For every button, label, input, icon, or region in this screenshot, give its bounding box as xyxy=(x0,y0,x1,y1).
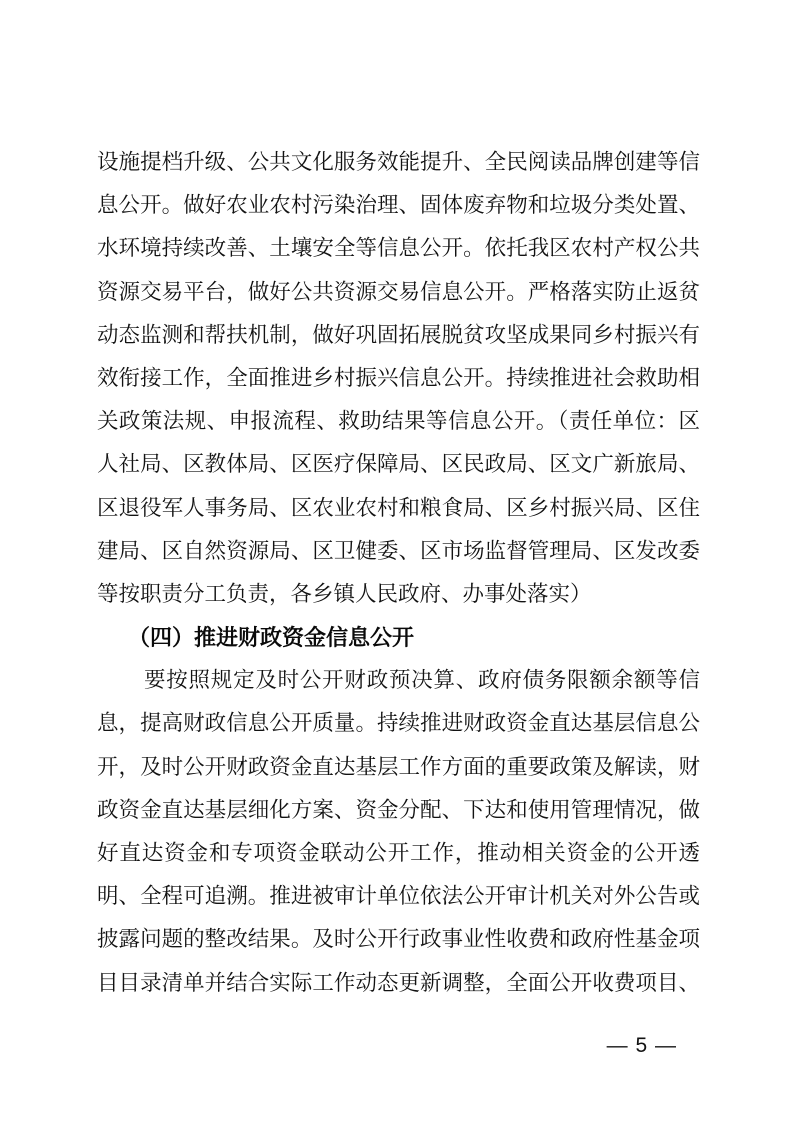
document-body xyxy=(97,141,700,1005)
text-line: 关政策法规、申报流程、救助结果等信息公开。（责任单位：区 xyxy=(97,409,700,434)
text-line: 建局、区自然资源局、区卫健委、区市场监督管理局、区发改委 xyxy=(97,538,700,563)
text-line: 区退役军人事务局、区农业农村和粮食局、区乡村振兴局、区住 xyxy=(97,495,700,520)
text-line: 人社局、区教体局、区医疗保障局、区民政局、区文广新旅局、 xyxy=(97,452,700,477)
section-heading-finance: （四）推进财政资金信息公开 xyxy=(128,625,415,651)
text-line: 动态监测和帮扶机制，做好巩固拓展脱贫攻坚成果同乡村振兴有 xyxy=(97,322,700,347)
text-line: 披露问题的整改结果。及时公开行政事业性收费和政府性基金项 xyxy=(97,927,700,952)
text-line: 目目录清单并结合实际工作动态更新调整，全面公开收费项目、 xyxy=(97,970,700,995)
text-line: 要按照规定及时公开财政预决算、政府债务限额余额等信 xyxy=(144,668,700,693)
text-line: 效衔接工作，全面推进乡村振兴信息公开。持续推进社会救助相 xyxy=(97,365,700,390)
text-line: 开，及时公开财政资金直达基层工作方面的重要政策及解读，财 xyxy=(97,754,700,779)
text-line: 好直达资金和专项资金联动公开工作，推动相关资金的公开透 xyxy=(97,841,700,865)
paragraph-rural-disclosure xyxy=(97,141,700,616)
text-line: 政资金直达基层细化方案、资金分配、下达和使用管理情况，做 xyxy=(97,797,700,822)
text-line: 明、全程可追溯。推进被审计单位依法公开审计机关对外公告或 xyxy=(97,884,700,909)
text-line: 设施提档升级、公共文化服务效能提升、全民阅读品牌创建等信 xyxy=(97,150,700,174)
text-line: 资源交易平台，做好公共资源交易信息公开。严格落实防止返贫 xyxy=(97,279,700,304)
text-line: 息公开。做好农业农村污染治理、固体废弃物和垃圾分类处置、 xyxy=(97,193,700,218)
text-line: 等按职责分工负责，各乡镇人民政府、办事处落实） xyxy=(97,581,592,606)
text-line: 水环境持续改善、土壤安全等信息公开。依托我区农村产权公共 xyxy=(97,236,700,261)
paragraph-finance-disclosure xyxy=(97,659,700,1005)
text-line: 息，提高财政信息公开质量。持续推进财政资金直达基层信息公 xyxy=(97,711,700,736)
page-number: — 5 — xyxy=(606,1034,677,1057)
